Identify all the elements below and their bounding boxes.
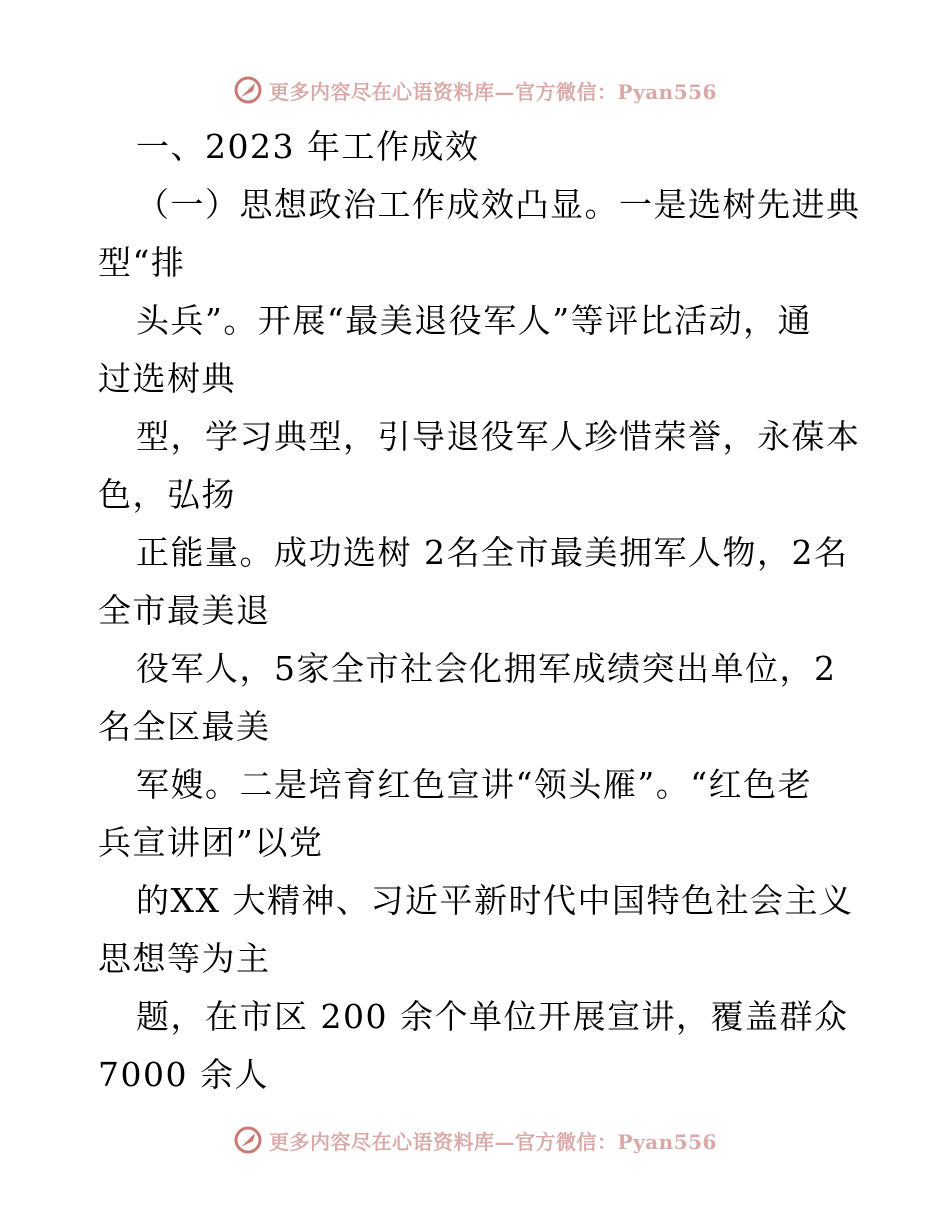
footer-watermark	[0, 1122, 950, 1158]
text-line: 役军人，5家全市社会化拥军成绩突出单位，2	[136, 649, 837, 688]
quill-logo-icon	[233, 1125, 263, 1155]
text-line: 一、2023 年工作成效	[136, 127, 480, 166]
text-line: 名全区最美	[98, 707, 271, 746]
text-line: 军嫂。二是培育红色宣讲“领头雁”。“红色老	[136, 765, 813, 804]
text-line: 正能量。成功选树 2名全市最美拥军人物，2名	[136, 533, 849, 572]
text-line: （一）思想政治工作成效凸显。一是选树先进典	[136, 185, 861, 224]
text-line: 过选树典	[98, 359, 236, 398]
watermark-text: 更多内容尽在心语资料库—官方微信：Pyan556	[269, 1129, 717, 1154]
text-line: 全市最美退	[98, 591, 271, 630]
text-line: 头兵”。开展“最美退役军人”等评比活动，通	[136, 301, 813, 340]
text-line: 7000 余人	[98, 1055, 269, 1094]
quill-logo-icon	[233, 75, 263, 105]
text-line: 的XX 大精神、习近平新时代中国特色社会主义	[136, 881, 854, 920]
text-line: 型，学习典型，引导退役军人珍惜荣誉，永葆本	[136, 417, 861, 456]
text-line: 兵宣讲团”以党	[98, 823, 324, 862]
text-line: 思想等为主	[98, 939, 271, 978]
watermark-text: 更多内容尽在心语资料库—官方微信：Pyan556	[269, 79, 717, 104]
text-line: 型“排	[98, 243, 186, 282]
header-watermark	[0, 72, 950, 108]
text-line: 色，弘扬	[98, 475, 236, 514]
text-line: 题，在市区 200 余个单位开展宣讲，覆盖群众	[136, 997, 849, 1036]
